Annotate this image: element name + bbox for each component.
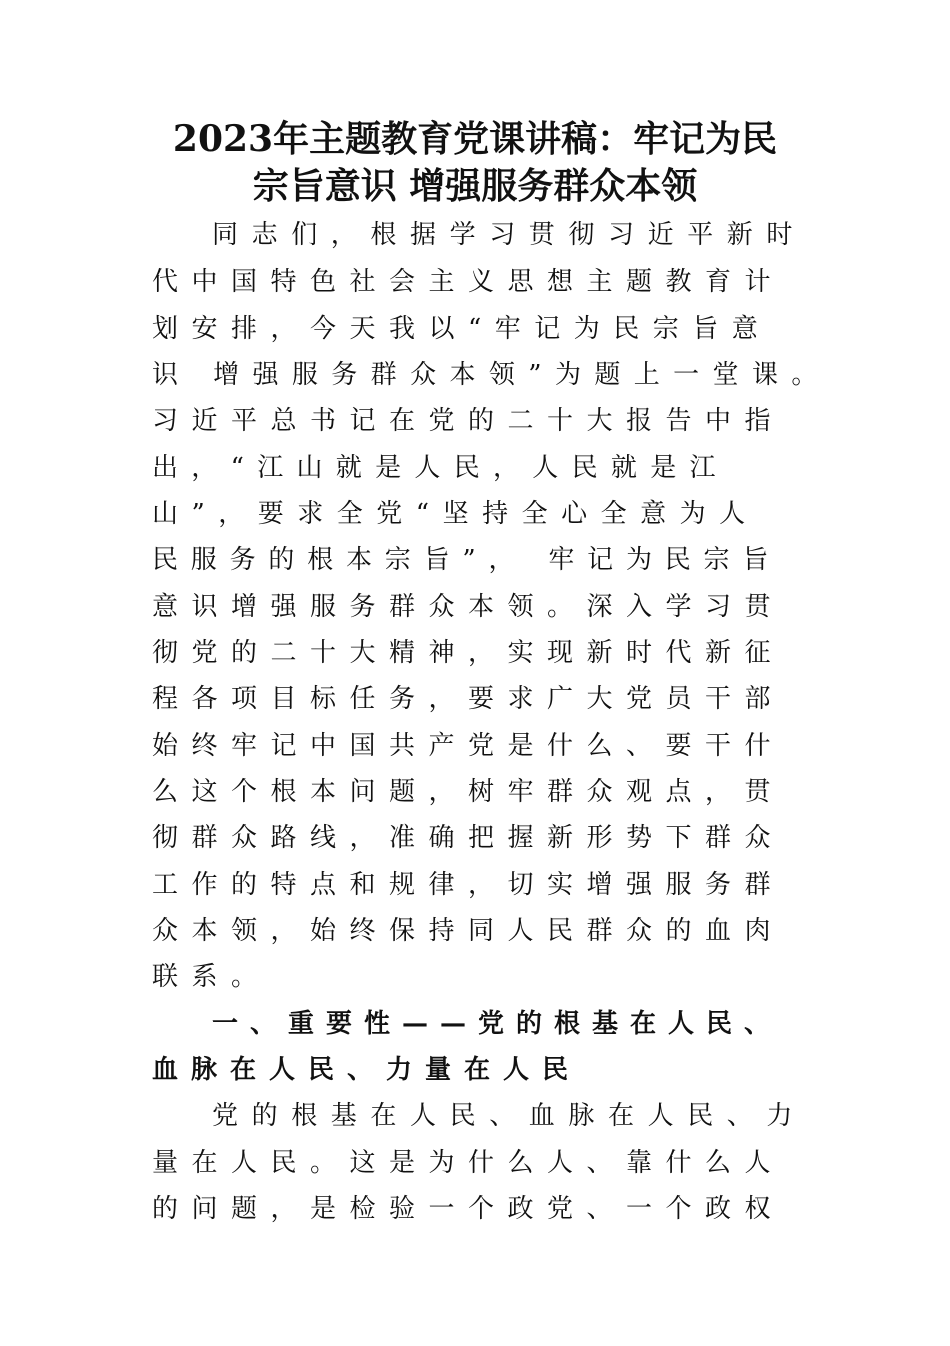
body-text-line: 代中国特色社会主义思想主题教育计 (152, 267, 785, 297)
body-text-line: 同志们，根据学习贯彻习近平新时 (212, 220, 807, 250)
body-text-line: 划安排，今天我以“牢记为民宗旨意 (152, 314, 772, 344)
body-text-line: 民服务的根本宗旨”， 牢记为民宗旨 (152, 545, 782, 575)
body-text-line: 党的根基在人民、血脉在人民、力 (212, 1101, 807, 1131)
body-text-line: 的问题，是检验一个政党、一个政权 (152, 1194, 785, 1224)
body-text-line: 意识增强服务群众本领。深入学习贯 (152, 592, 785, 622)
body-text-line: 始终牢记中国共产党是什么、要干什 (152, 731, 785, 761)
section-heading-line: 一、重要性——党的根基在人民、 (212, 1009, 783, 1039)
body-text-line: 程各项目标任务，要求广大党员干部 (152, 684, 785, 714)
body-text-line: 彻党的二十大精神，实现新时代新征 (152, 638, 785, 668)
body-text-line: 联系。 (152, 962, 271, 992)
body-text-line: 识 增强服务群众本领”为题上一堂课。 (152, 360, 831, 390)
document-title-line-2: 宗旨意识 增强服务群众本领 (252, 165, 698, 207)
body-text-line: 工作的特点和规律，切实增强服务群 (152, 870, 785, 900)
body-text-line: 山”，要求全党“坚持全心全意为人 (152, 499, 759, 529)
body-text-line: 量在人民。这是为什么人、靠什么人 (152, 1148, 785, 1178)
document-title-line-1: 2023年主题教育党课讲稿：牢记为民 (172, 118, 778, 160)
body-text-line: 彻群众路线，准确把握新形势下群众 (152, 823, 785, 853)
body-text-line: 众本领，始终保持同人民群众的血肉 (152, 916, 785, 946)
section-heading-line: 血脉在人民、力量在人民 (152, 1055, 582, 1085)
body-text-line: 习近平总书记在党的二十大报告中指 (152, 406, 785, 436)
body-text-line: 么这个根本问题，树牢群众观点，贯 (152, 777, 785, 807)
body-text-line: 出，“江山就是人民，人民就是江 (152, 453, 729, 483)
